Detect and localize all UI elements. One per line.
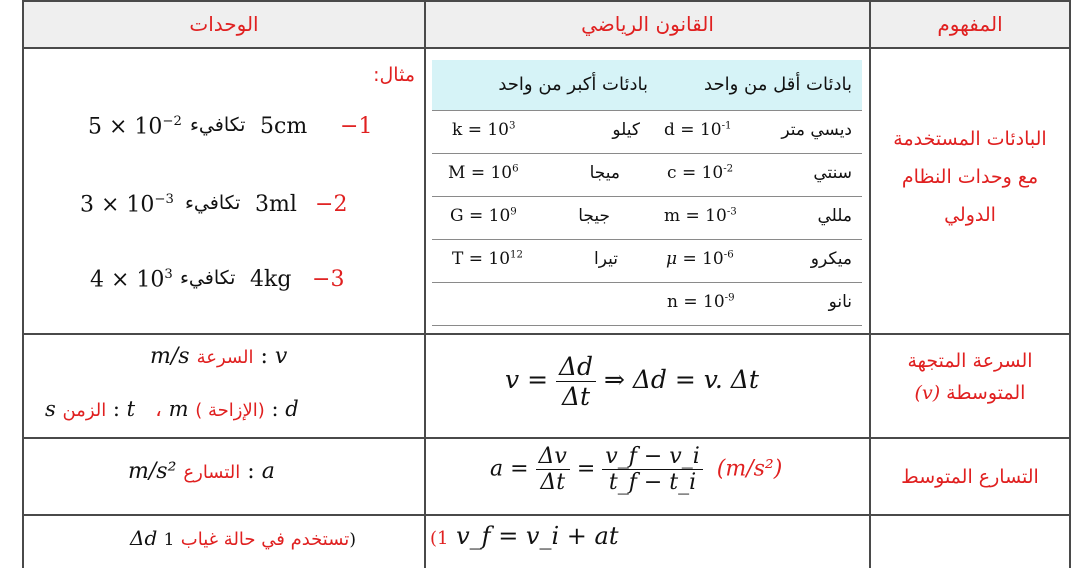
concept-line: المتوسطة (v) (914, 382, 1026, 404)
example-1 (40, 114, 420, 150)
prefix-name: نانو (828, 292, 852, 312)
example-number: −3 (312, 267, 345, 292)
example-sci: $4 \times 10^3$ (90, 267, 173, 293)
acceleration-unit-line: m/s² التسارع : a (128, 459, 275, 484)
header-concept: المفهوم (937, 12, 1003, 36)
concept-line: السرعة المتجهة (907, 350, 1033, 372)
table-row-divider (22, 514, 1071, 516)
velocity-unit-line: m/s السرعة : v (150, 344, 288, 369)
example-word: تكافيء (180, 267, 236, 289)
example-word: تكافيء (190, 114, 246, 136)
concept-velocity (871, 345, 1069, 409)
prefix-table-divider (432, 110, 862, 111)
table-right-border (1069, 0, 1071, 568)
prefix-name: ديسي متر (781, 120, 852, 140)
prefix-name: ميكرو (810, 249, 852, 269)
prefix-value: $n = 10^{-9}$ (667, 292, 735, 312)
prefix-table-divider (432, 282, 862, 283)
example-3 (40, 267, 420, 303)
prefix-table-divider (432, 153, 862, 154)
example-quantity: 4kg (250, 267, 292, 292)
example-number: −1 (340, 114, 373, 139)
header-law: القانون الرياضي (581, 12, 714, 36)
example-quantity: 3ml (255, 192, 297, 217)
concept-prefixes (871, 120, 1069, 234)
motion-equation: (1 v_f = v_i + at (430, 522, 619, 550)
prefix-name: تيرا (594, 249, 618, 269)
prefix-table-divider (432, 239, 862, 240)
prefix-value: $T = 10^{12}$ (452, 249, 523, 269)
table-row-divider (22, 333, 1071, 335)
table-row-divider (22, 437, 1071, 439)
header-units: الوحدات (189, 12, 259, 36)
velocity-formula: v = $\frac{\Delta d}{\Delta t}$ ⇒ Δd = v. Δt (505, 352, 759, 411)
example-2 (40, 192, 420, 228)
prefix-value: $c = 10^{-2}$ (667, 163, 734, 183)
prefix-value: $m = 10^{-3}$ (664, 206, 737, 226)
prefix-value: $G = 10^9$ (450, 206, 517, 226)
prefix-header-small: بادئات أقل من واحد (704, 74, 852, 95)
prefix-value: $M = 10^6$ (448, 163, 519, 183)
prefix-name: جيجا (578, 206, 610, 226)
prefix-table-divider (432, 325, 862, 326)
prefix-table-divider (432, 196, 862, 197)
concept-line: البادئات المستخدمة (893, 128, 1047, 150)
concept-acceleration: التسارع المتوسط (901, 466, 1039, 488)
prefix-name: مللي (817, 206, 852, 226)
acceleration-formula: a = $\frac{\Delta v}{\Delta t}$ = $\frac{v\_f - v\_i}{t\_f - t\_i}$ (m/s²) (490, 444, 783, 495)
prefix-header-large: بادئات أكبر من واحد (498, 74, 648, 95)
prefix-value: $k = 10^3$ (452, 120, 516, 140)
prefix-name: سنتي (813, 163, 852, 183)
prefix-value: $d = 10^{-1}$ (664, 120, 732, 140)
example-label: مثال: (373, 64, 415, 86)
table-left-border (22, 0, 24, 568)
example-sci: $5 \times 10^{-2}$ (88, 114, 182, 140)
prefix-value: $\mu = 10^{-6}$ (666, 249, 734, 269)
velocity-symbols-line: s الزمن : t ، m ( الإزاحة) : d (45, 397, 299, 421)
prefix-name: كيلو (612, 120, 640, 140)
concept-line: مع وحدات النظام (901, 166, 1039, 188)
prefix-name: ميجا (589, 163, 620, 183)
example-quantity: 5cm (260, 114, 308, 139)
example-number: −2 (315, 192, 348, 217)
table-column-divider (424, 0, 426, 568)
motion-equation-note: Δd تستخدم في حالة غياب 1) (130, 526, 356, 550)
example-sci: $3 \times 10^{-3}$ (80, 192, 174, 218)
table-row-divider (22, 47, 1071, 49)
concept-line: الدولي (944, 204, 996, 226)
table-top-border (22, 0, 1071, 2)
example-word: تكافيء (185, 192, 241, 214)
